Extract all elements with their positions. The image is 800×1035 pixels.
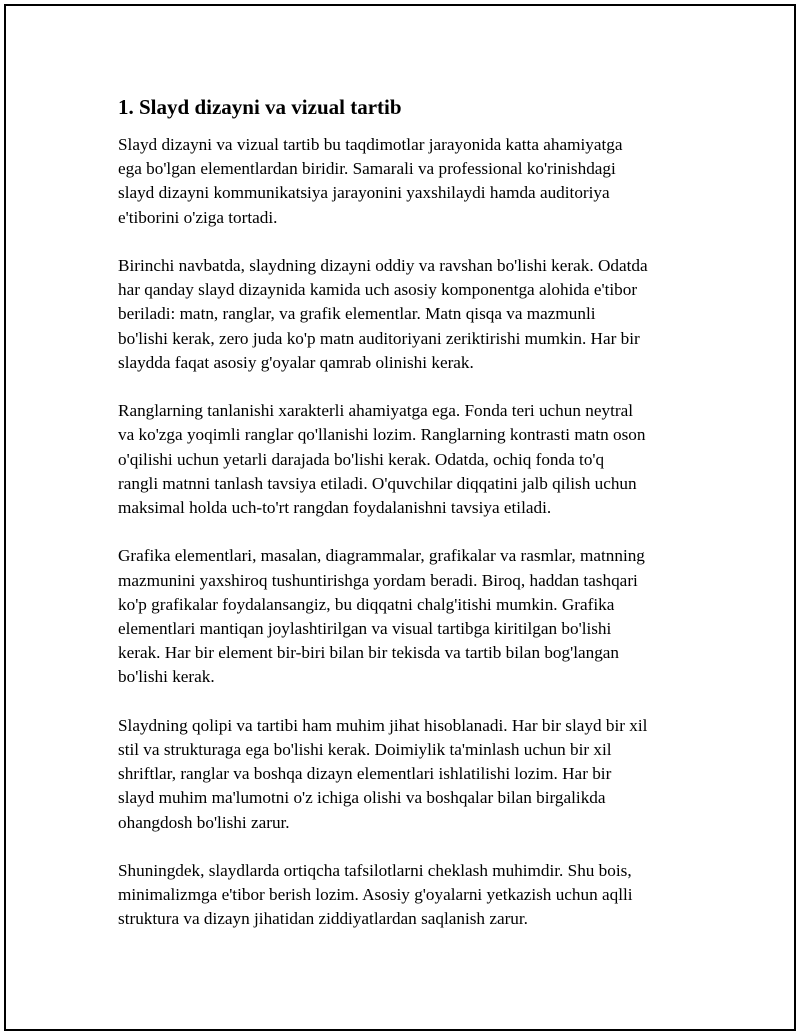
paragraph-colors: Ranglarning tanlanishi xarakterli ahamiyatga ega. Fonda teri uchun neytral va ko'zga yoqimli ranglar qo'llanishi lozim. Ranglarning kontrasti matn oson o'qilishi uchun yetarli darajada bo'lishi kerak. Odatda, ochiq fonda to'q rangli matnni tanlash tavsiya etiladi. O'quvchilar diqqatini jalb qilish uchun maksimal holda uch-to'rt rangdan foydalanishni tavsiya etiladi. (118, 401, 646, 518)
paragraph-simplicity: Birinchi navbatda, slaydning dizayni oddiy va ravshan bo'lishi kerak. Odatda har qanday slayd dizaynida kamida uch asosiy komponentga alohida e'tibor beriladi: matn, ranglar, va grafik elementlar. Matn qisqa va mazmunli bo'lishi kerak, zero juda ko'p matn auditoriyani zeriktirishi mumkin. Har bir slaydda faqat asosiy g'oyalar qamrab olinishi kerak. (118, 256, 648, 372)
paragraph-intro: Slayd dizayni va vizual tartib bu taqdimotlar jarayonida katta ahamiyatga ega bo'lgan elementlardan biridir. Samarali va professional ko'rinishdagi slayd dizayni kommunikatsiya jarayonini yaxshilaydi hamda auditoriya e'tiborini o'ziga tortadi. (118, 135, 623, 227)
document-body (118, 94, 698, 932)
paragraph-template: Slaydning qolipi va tartibi ham muhim jihat hisoblanadi. Har bir slayd bir xil stil va strukturaga ega bo'lishi kerak. Doimiylik ta'minlash uchun bir xil shriftlar, ranglar va boshqa dizayn elementlari ishlatilishi lozim. Har bir slayd muhim ma'lumotni o'z ichiga olishi va boshqalar bilan birgalikda ohangdosh bo'lishi zarur. (118, 715, 648, 832)
section-heading: 1. Slayd dizayni va vizual tartib (118, 95, 402, 119)
paragraph-minimalism: Shuningdek, slaydlarda ortiqcha tafsilotlarni cheklash muhimdir. Shu bois, minimalizmga e'tibor berish lozim. Asosiy g'oyalarni yetkazish uchun aqlli struktura va dizayn jihatidan ziddiyatlardan saqlanish zarur. (118, 861, 633, 929)
paragraph-graphics: Grafika elementlari, masalan, diagrammalar, grafikalar va rasmlar, matnning mazmunini yaxshiroq tushuntirishga yordam beradi. Biroq, haddan tashqari ko'p grafikalar foydalansangiz, bu diqqatni chalg'itishi mumkin. Grafika elementlari mantiqan joylashtirilgan va visual tartibga kiritilgan bo'lishi kerak. Har bir element bir-biri bilan bir tekisda va tartib bilan bog'langan bo'lishi kerak. (118, 546, 645, 687)
